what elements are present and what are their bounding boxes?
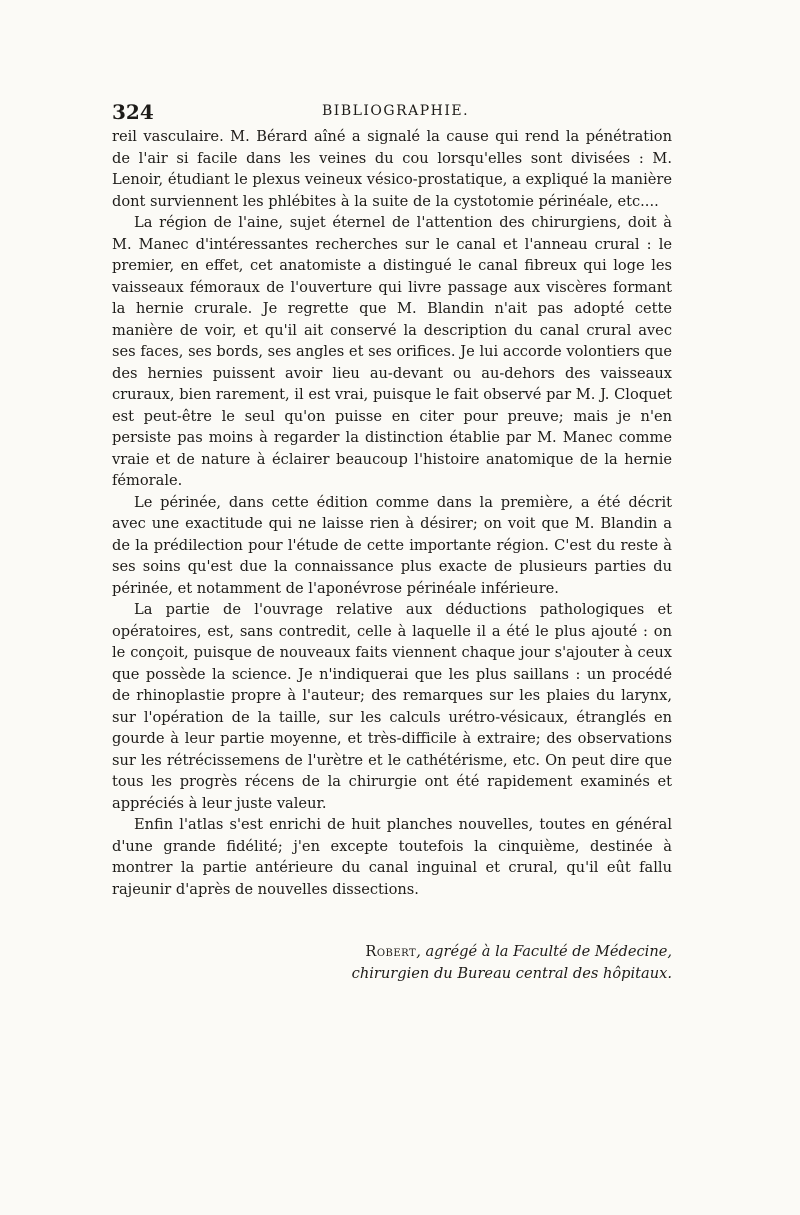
author-name: Robert xyxy=(365,943,417,960)
paragraph: La région de l'aine, sujet éternel de l'attention des chirurgiens, doit à M. Manec d'intéressantes recherches sur le canal et l'anneau crural : le premier, en effet, cet anatomiste a distingué le canal fibreux qui loge les vaisseaux fémoraux de l'ouverture qui livre passage aux viscères formant la hernie crurale. Je regrette que M. Blandin n'ait pas adopté cette manière de voir, et qu'il ait conservé la description du canal crural avec ses faces, ses bords, ses angles et ses orifices. Je lui accorde volontiers que des hernies puissent avoir lieu au-devant ou au-dehors des vaisseaux cruraux, bien rarement, il est vrai, puisque le fait observé par M. J. Cloquet est peut-être le seul qu'on puisse en citer pour preuve; mais je n'en persiste pas moins à regarder la distinction établie par M. Manec comme vraie et de nature à éclairer beaucoup l'histoire anatomique de la hernie fémorale. xyxy=(112,214,672,489)
signature-line-1 xyxy=(300,941,672,963)
signature-block xyxy=(300,941,672,985)
paragraph: Le périnée, dans cette édition comme dans la première, a été décrit avec une exactitude qui ne laisse rien à désirer; on voit que M. Blandin a de la prédilection pour l'étude de cette importante région. C'est du reste à ses soins qu'est due la connaissance plus exacte de plusieurs parties du périnée, et notamment de l'aponévrose périnéale inférieure. xyxy=(112,493,672,597)
article-body xyxy=(112,126,672,900)
page-header xyxy=(112,100,672,126)
author-affiliation: , agrégé à la Faculté de Médecine, xyxy=(416,943,672,960)
running-title: BIBLIOGRAPHIE. xyxy=(322,103,470,119)
paragraph: reil vasculaire. M. Bérard aîné a signalé la cause qui rend la pénétration de l'air si facile dans les veines du cou lorsqu'elles sont divisées : M. Lenoir, étudiant le plexus veineux vésico-prostatique, a expliqué la manière dont surviennent les phlébites à la suite de la cystotomie périnéale, etc.... xyxy=(112,128,672,210)
paragraph: Enfin l'atlas s'est enrichi de huit planches nouvelles, toutes en général d'une grande fidélité; j'en excepte toutefois la cinquième, destinée à montrer la partie antérieure du canal inguinal et crural, qu'il eût fallu rajeunir d'après de nouvelles dissections. xyxy=(112,816,672,898)
page-number: 324 xyxy=(112,100,154,124)
paragraph: La partie de l'ouvrage relative aux déductions pathologiques et opératoires, est, sans contredit, celle à laquelle il a été le plus ajouté : on le conçoit, puisque de nouveaux faits viennent chaque jour s'ajouter à ceux que possède la science. Je n'indiquerai que les plus saillans : un procédé de rhinoplastie propre à l'auteur; des remarques sur les plaies du larynx, sur l'opération de la taille, sur les calculs urétro-vésicaux, étranglés en gourde à leur partie moyenne, et très-difficile à extraire; des observations sur les rétrécissemens de l'urètre et le cathétérisme, etc. On peut dire que tous les progrès récens de la chirurgie ont été rapidement examinés et appréciés à leur juste valeur. xyxy=(112,601,672,812)
author-position: chirurgien du Bureau central des hôpitaux. xyxy=(351,965,672,982)
